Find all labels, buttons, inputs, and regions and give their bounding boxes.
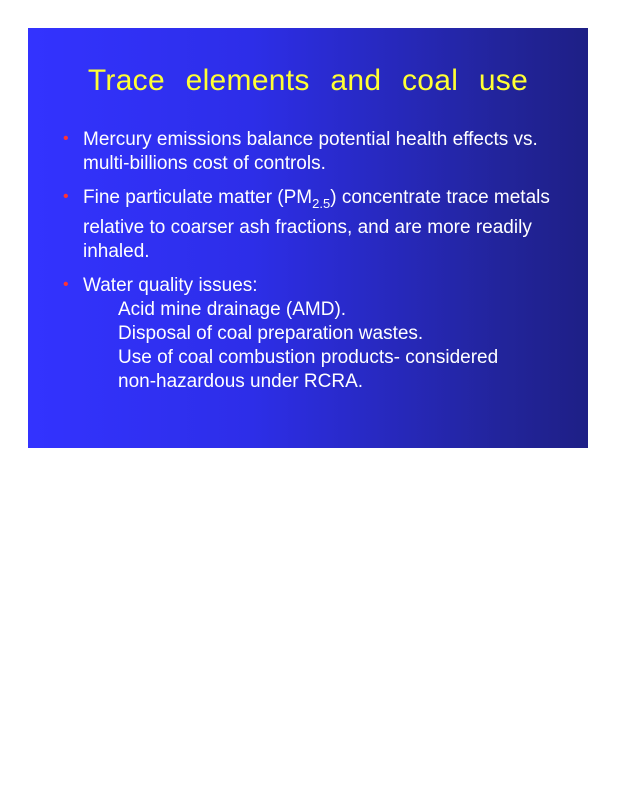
bullet-particulate <box>63 186 563 264</box>
bullet-marker-icon: • <box>63 276 69 293</box>
slide <box>28 28 588 448</box>
bullet-marker-icon: • <box>63 130 69 147</box>
bullet-text-part2: ) concentrate trace metals relative to coarser ash fractions, and are more readily inhaled. <box>83 187 550 262</box>
water-heading: Water quality issues: <box>83 275 258 296</box>
bullet-mercury <box>63 128 563 176</box>
water-item-disposal: Disposal of coal preparation wastes. <box>118 323 424 344</box>
bullet-water-quality <box>63 274 563 394</box>
bullet-marker-icon: • <box>63 188 69 205</box>
pm-subscript: 2.5 <box>312 196 331 211</box>
bullet-text: Mercury emissions balance potential health effects vs. multi-billions cost of controls. <box>83 129 538 174</box>
bullet-list <box>63 128 563 404</box>
slide-title: Trace elements and coal use <box>87 64 529 97</box>
water-item-combustion: Use of coal combustion products- considered <box>118 347 499 368</box>
water-item-rcra: non-hazardous under RCRA. <box>118 371 364 392</box>
bullet-text-part1: Fine particulate matter (PM <box>83 187 313 208</box>
water-item-amd: Acid mine drainage (AMD). <box>118 299 347 320</box>
